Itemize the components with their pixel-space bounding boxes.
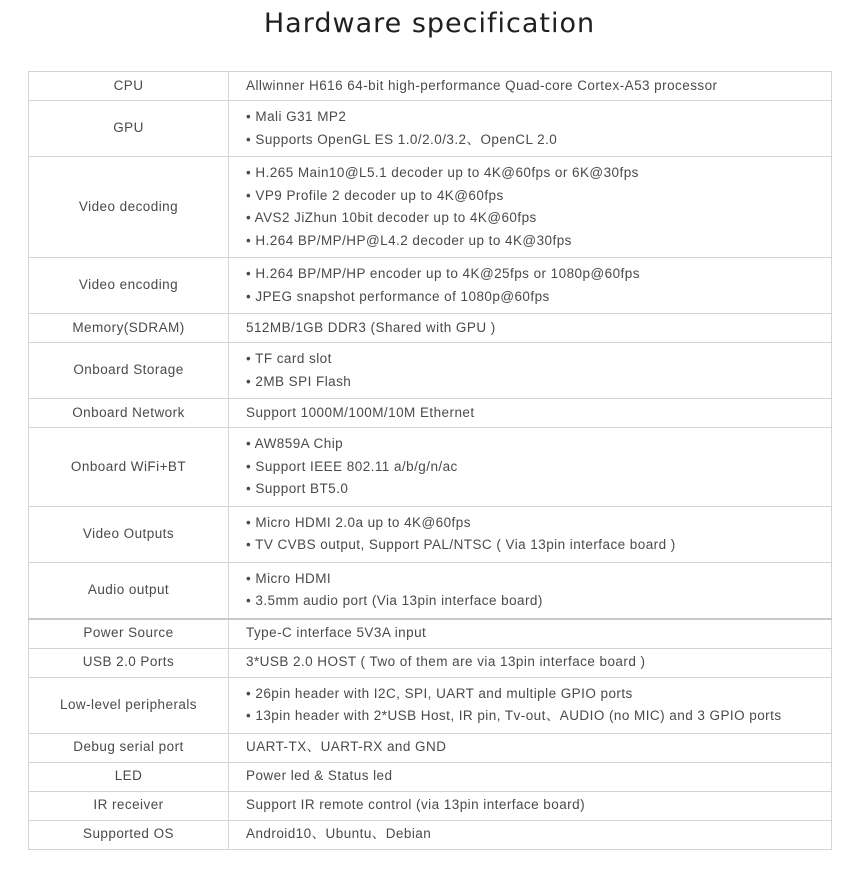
spec-value-list bbox=[246, 101, 831, 156]
spec-bullet-item: • Supports OpenGL ES 1.0/2.0/3.2、OpenCL 2.0 bbox=[246, 131, 558, 147]
spec-row bbox=[29, 762, 832, 791]
spec-value-text: Support IR remote control (via 13pin interface board) bbox=[246, 797, 586, 813]
spec-value-list bbox=[246, 563, 831, 618]
spec-value bbox=[229, 258, 832, 314]
spec-bullet-item: • 2MB SPI Flash bbox=[246, 373, 352, 389]
spec-value bbox=[229, 101, 832, 157]
spec-value-list bbox=[246, 736, 831, 759]
spec-value-list bbox=[246, 75, 831, 98]
spec-value-list bbox=[246, 622, 831, 645]
spec-value-text: Power led & Status led bbox=[246, 768, 393, 784]
spec-row bbox=[29, 314, 832, 343]
spec-value-text: Support 1000M/100M/10M Ethernet bbox=[246, 404, 475, 420]
spec-row bbox=[29, 101, 832, 157]
spec-row bbox=[29, 399, 832, 428]
spec-value bbox=[229, 648, 832, 677]
spec-value-list bbox=[246, 678, 831, 733]
spec-value-list bbox=[246, 765, 831, 788]
spec-value bbox=[229, 762, 832, 791]
spec-bullet-item: • Support BT5.0 bbox=[246, 481, 349, 496]
spec-label: Onboard Network bbox=[29, 399, 229, 428]
spec-value-list bbox=[246, 343, 831, 398]
spec-label: LED bbox=[29, 762, 229, 791]
spec-value-text: Type-C interface 5V3A input bbox=[246, 625, 427, 641]
spec-value bbox=[229, 619, 832, 649]
spec-bullet-item: • 13pin header with 2*USB Host, IR pin, Tv-out、AUDIO (no MIC) and 3 GPIO ports bbox=[246, 708, 782, 723]
spec-row bbox=[29, 428, 832, 507]
spec-value-text: 512MB/1GB DDR3 (Shared with GPU ) bbox=[246, 319, 496, 335]
spec-value bbox=[229, 72, 832, 101]
spec-label: Video encoding bbox=[29, 258, 229, 314]
spec-label: IR receiver bbox=[29, 791, 229, 820]
spec-label: Video decoding bbox=[29, 157, 229, 258]
spec-bullet-item: • H.264 BP/MP/HP encoder up to 4K@25fps or 1080p@60fps bbox=[246, 266, 640, 281]
spec-value bbox=[229, 677, 832, 733]
spec-value bbox=[229, 428, 832, 507]
spec-bullet-item: • Micro HDMI bbox=[246, 570, 332, 586]
spec-value-text: UART-TX、UART-RX and GND bbox=[246, 739, 447, 755]
spec-value bbox=[229, 343, 832, 399]
spec-bullet-item: • 3.5mm audio port (Via 13pin interface board) bbox=[246, 593, 543, 608]
spec-value-list bbox=[246, 651, 831, 674]
spec-bullet-item: • TV CVBS output, Support PAL/NTSC ( Via 13pin interface board ) bbox=[246, 537, 676, 552]
spec-bullet-item: • 26pin header with I2C, SPI, UART and multiple GPIO ports bbox=[246, 685, 633, 701]
spec-row bbox=[29, 619, 832, 649]
spec-row bbox=[29, 648, 832, 677]
spec-value-list bbox=[246, 507, 831, 562]
spec-row bbox=[29, 791, 832, 820]
spec-bullet-item: • H.264 BP/MP/HP@L4.2 decoder up to 4K@30fps bbox=[246, 232, 572, 248]
spec-bullet-item: • TF card slot bbox=[246, 351, 332, 366]
spec-value bbox=[229, 562, 832, 619]
spec-row bbox=[29, 562, 832, 619]
spec-bullet-item: • Micro HDMI 2.0a up to 4K@60fps bbox=[246, 514, 471, 530]
spec-label: GPU bbox=[29, 101, 229, 157]
spec-row bbox=[29, 72, 832, 101]
spec-label: Onboard Storage bbox=[29, 343, 229, 399]
spec-value-list bbox=[246, 794, 831, 817]
spec-row bbox=[29, 258, 832, 314]
spec-row bbox=[29, 733, 832, 762]
spec-row bbox=[29, 506, 832, 562]
spec-bullet-item: • Mali G31 MP2 bbox=[246, 109, 347, 124]
spec-value bbox=[229, 314, 832, 343]
spec-value bbox=[229, 733, 832, 762]
spec-value-list bbox=[246, 157, 831, 257]
spec-value-text: Allwinner H616 64-bit high-performance Quad-core Cortex-A53 processor bbox=[246, 77, 718, 93]
spec-value-list bbox=[246, 402, 831, 425]
spec-value bbox=[229, 791, 832, 820]
spec-label: Debug serial port bbox=[29, 733, 229, 762]
spec-table-body bbox=[29, 72, 832, 850]
spec-value-list bbox=[246, 258, 831, 313]
spec-label: USB 2.0 Ports bbox=[29, 648, 229, 677]
spec-value bbox=[229, 820, 832, 849]
spec-bullet-item: • AVS2 JiZhun 10bit decoder up to 4K@60fps bbox=[246, 210, 537, 225]
spec-label: Video Outputs bbox=[29, 506, 229, 562]
spec-value bbox=[229, 157, 832, 258]
spec-value-text: Android10、Ubuntu、Debian bbox=[246, 826, 432, 842]
spec-row bbox=[29, 820, 832, 849]
spec-value-text: 3*USB 2.0 HOST ( Two of them are via 13pin interface board ) bbox=[246, 654, 646, 670]
spec-row bbox=[29, 343, 832, 399]
spec-label: Memory(SDRAM) bbox=[29, 314, 229, 343]
spec-bullet-item: • AW859A Chip bbox=[246, 436, 344, 451]
spec-row bbox=[29, 157, 832, 258]
spec-label: Supported OS bbox=[29, 820, 229, 849]
spec-label: CPU bbox=[29, 72, 229, 101]
spec-label: Audio output bbox=[29, 562, 229, 619]
spec-value bbox=[229, 506, 832, 562]
spec-label: Power Source bbox=[29, 619, 229, 649]
spec-label: Onboard WiFi+BT bbox=[29, 428, 229, 507]
spec-bullet-item: • VP9 Profile 2 decoder up to 4K@60fps bbox=[246, 187, 504, 203]
spec-label: Low-level peripherals bbox=[29, 677, 229, 733]
spec-value-list bbox=[246, 428, 831, 506]
spec-value-list bbox=[246, 823, 831, 846]
hardware-spec-table bbox=[28, 71, 832, 850]
spec-value bbox=[229, 399, 832, 428]
spec-bullet-item: • H.265 Main10@L5.1 decoder up to 4K@60fps or 6K@30fps bbox=[246, 165, 639, 180]
page-title: Hardware specification bbox=[263, 8, 596, 39]
spec-value-list bbox=[246, 317, 831, 340]
spec-bullet-item: • JPEG snapshot performance of 1080p@60fps bbox=[246, 288, 550, 304]
spec-row bbox=[29, 677, 832, 733]
spec-bullet-item: • Support IEEE 802.11 a/b/g/n/ac bbox=[246, 458, 458, 474]
